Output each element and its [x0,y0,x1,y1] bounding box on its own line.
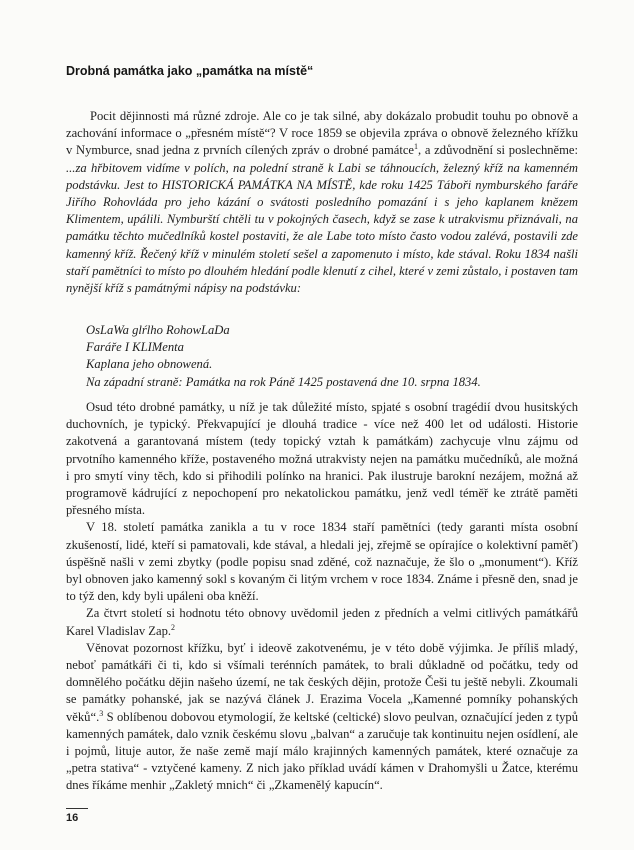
paragraph [66,640,578,795]
intro-text-start: Pocit dějinnosti má různé zdroje. Ale co je tak silné, aby dokázalo probudit touhu po obnově a zachování informace o „přesném místě“? V roce 1859 se objevila zpráva o obnově železného křížku v Nymburce, snad jedna z prvních cílených zpráv o drobné památce [66,109,578,158]
inscription-line: OsLaWa glŕlho RohowLaDa [86,323,230,337]
inscription-line: Kaplana jeho obnowená. [86,357,213,372]
paragraph [66,605,578,639]
paragraph-text: Za čtvrt století si hodnotu této obnovy uvědomil jeden z předních a velmi citlivých památkářů Karel Vladislav Zap. [66,606,578,638]
inscription-line: Faráře I KLIMenta [86,340,184,355]
paragraph-text: S oblíbenou dobovou etymologií, že keltské (celtické) slovo peulvan, označující jeden z typů kamenných památek, dalo vznik českému slovu „balvan“ a zaručuje tak kontinuitu nejen osídlení, ale i pojmů, lituje autor, že naše země mají málo krajinných kamenných památek, které označuje za „petra stativa“ - vztyčené kameny. Z nich jako příklad uvádí kámen v Drahomyšli u Žatce, kterému dnes říkáme menhir „Zakletý mnich“ či „Zkamenělý kapucín“. [66,709,578,793]
paragraph: Osud této drobné památky, u níž je tak důležité místo, spjaté s osobní tragédií dvou husitských duchovních, je typický. Překvapující je dlouhá tradice - více než 400 let od události. Historie zakotvená a garantovaná místem (tedy topický vztah k památkám) zachycuje vlnu zájmu od prvotního kamenného kříže, postaveného možná utrakvisty nejen na památku mučedníků, ale možná i pro smytí viny těch, kdo si přihodili polínko na hranici. Pak ilustruje barokní nezájem, možná až programově kádrující z nepochopení pro nekatolickou památku, jenž vedl téměř ke ztrátě paměti přesného místa. [66,400,578,518]
footnote-ref-2: 2 [171,622,176,632]
intro-paragraph [66,108,578,297]
inscription-line: Na západní straně: Památka na rok Páně 1425 postavená dne 10. srpna 1834. [86,374,481,389]
inscription-block [86,322,576,391]
paragraph-text: Věnovat pozornost křížku, byť i ideově zakotvenému, je v této době výjimka. Je příliš mladý, neboť památkáři či ti, kdo si všímali terénních památek, to brali důkladně od počátku, tedy od domnělého počátku dějin našeho území, ne tak českých dějin, protože Češi tu ještě nebyli. Zkoumali se památky pohanské, jak se nazývá článek J. Erazima Vocela „Kamenné pomníky pohanských věků“. [66,640,578,724]
footnote-ref-1: 1 [414,142,419,152]
intro-text-mid: , a zdůvodnění si poslechněme: [418,143,579,158]
section-heading: Drobná památka jako „památka na místě“ [66,64,314,78]
body-text [66,399,578,795]
paragraph: V 18. století památka zanikla a tu v roce 1834 staří pamětníci (tedy garanti místa osobní zkušeností, lidé, kteří si pamatovali, kde stával, a hledali jej, zřejmě se opírajíce o kolektivní paměť) úspěšně našli v zemi zbytky (podle popisu snad zděné, což naznačuje, že šlo o „monument“). Kříž byl obnoven jako kamenný sokl s kovaným či litým vrchem v roce 1834. Známe i přesně den, snad je to týž den, kdy byli upáleni oba kněží. [66,520,578,604]
historical-quote: ...za hřbitovem vidíme v polích, na polední straně k Labi se táhnoucích, železný kříž na kamenném podstávku. Jest to HISTORICKÁ PAMÁTKA NA MÍSTĚ, kde roku 1425 Táboři nymburského faráře Jiřího Rohovláda pro jeho kázání o svátosti posledního pomazání i s jeho kaplanem knězem Klimentem, upálili. Nymburští chtěli tu v pokojných časech, když se zase k utrakvismu přiznávali, na památku těchto mučedlníků kostel postaviti, že ale Labe toto místo často vodou zalévá, postavili zde kamenný kříž. Řečený kříž v minulém století sešel a zapomenuto i místo, kde stával. Roku 1834 našli staří pamětníci to místo po dlouhém hledání podle klenutí z cihel, které v zemi zůstalo, i postaven tam nynější kříž s památnými nápisy na podstávku: [66,160,578,296]
page-number: 16 [66,808,88,825]
footnote-ref-3: 3 [99,708,104,718]
